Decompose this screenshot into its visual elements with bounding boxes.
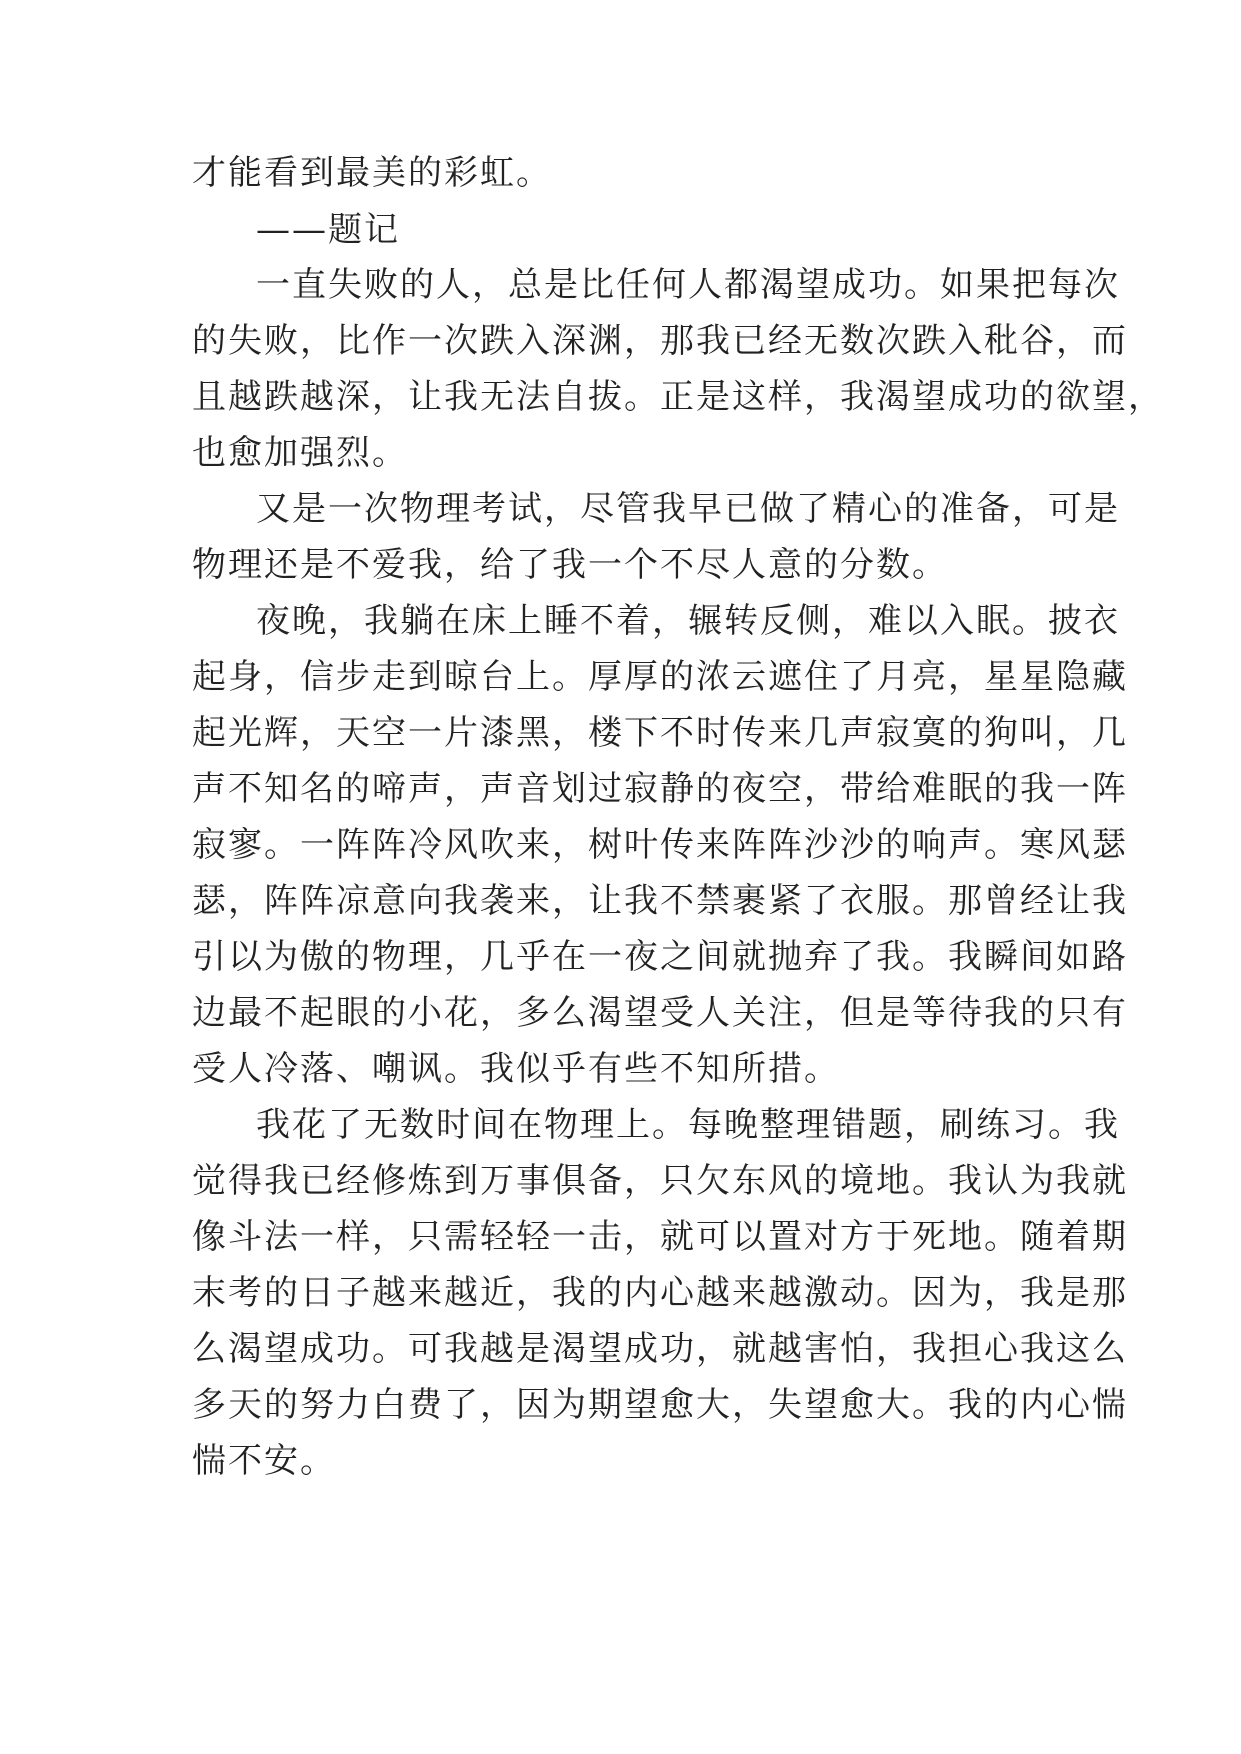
text-line: 末考的日子越来越近，我的内心越来越激动。因为，我是那 <box>192 1273 1128 1313</box>
text-line: 物理还是不爱我，给了我一个不尽人意的分数。 <box>192 545 948 585</box>
text-line: 引以为傲的物理，几乎在一夜之间就抛弃了我。我瞬间如路 <box>192 937 1128 977</box>
text-line: ——题记 <box>256 210 400 250</box>
text-line: 多天的努力白费了，因为期望愈大，失望愈大。我的内心惴 <box>192 1385 1128 1425</box>
text-line: 一直失败的人，总是比任何人都渴望成功。如果把每次 <box>256 265 1120 305</box>
text-line: 么渴望成功。可我越是渴望成功，就越害怕，我担心我这么 <box>192 1329 1128 1369</box>
text-line: 边最不起眼的小花，多么渴望受人关注，但是等待我的只有 <box>192 993 1128 1033</box>
text-line: 声不知名的啼声，声音划过寂静的夜空，带给难眠的我一阵 <box>192 769 1128 809</box>
text-line: 且越跌越深，让我无法自拔。正是这样，我渴望成功的欲望， <box>192 377 1164 417</box>
text-line: 瑟，阵阵凉意向我袭来，让我不禁裹紧了衣服。那曾经让我 <box>192 881 1128 921</box>
text-line: 我花了无数时间在物理上。每晚整理错题，刷练习。我 <box>256 1105 1120 1145</box>
text-line: 又是一次物理考试，尽管我早已做了精心的准备，可是 <box>256 489 1120 529</box>
text-line: 起身，信步走到晾台上。厚厚的浓云遮住了月亮，星星隐藏 <box>192 657 1128 697</box>
text-line: 才能看到最美的彩虹。 <box>192 153 552 193</box>
text-line: 像斗法一样，只需轻轻一击，就可以置对方于死地。随着期 <box>192 1217 1128 1257</box>
text-line: 觉得我已经修炼到万事俱备，只欠东风的境地。我认为我就 <box>192 1161 1128 1201</box>
text-line: 受人冷落、嘲讽。我似乎有些不知所措。 <box>192 1049 840 1089</box>
text-line: 夜晚，我躺在床上睡不着，辗转反侧，难以入眠。披衣 <box>256 601 1120 641</box>
text-line: 寂寥。一阵阵冷风吹来，树叶传来阵阵沙沙的响声。寒风瑟 <box>192 825 1128 865</box>
text-line: 起光辉，天空一片漆黑，楼下不时传来几声寂寞的狗叫，几 <box>192 713 1128 753</box>
text-line: 惴不安。 <box>192 1441 336 1481</box>
text-line: 也愈加强烈。 <box>192 433 408 473</box>
text-line: 的失败，比作一次跌入深渊，那我已经无数次跌入秕谷，而 <box>192 321 1128 361</box>
